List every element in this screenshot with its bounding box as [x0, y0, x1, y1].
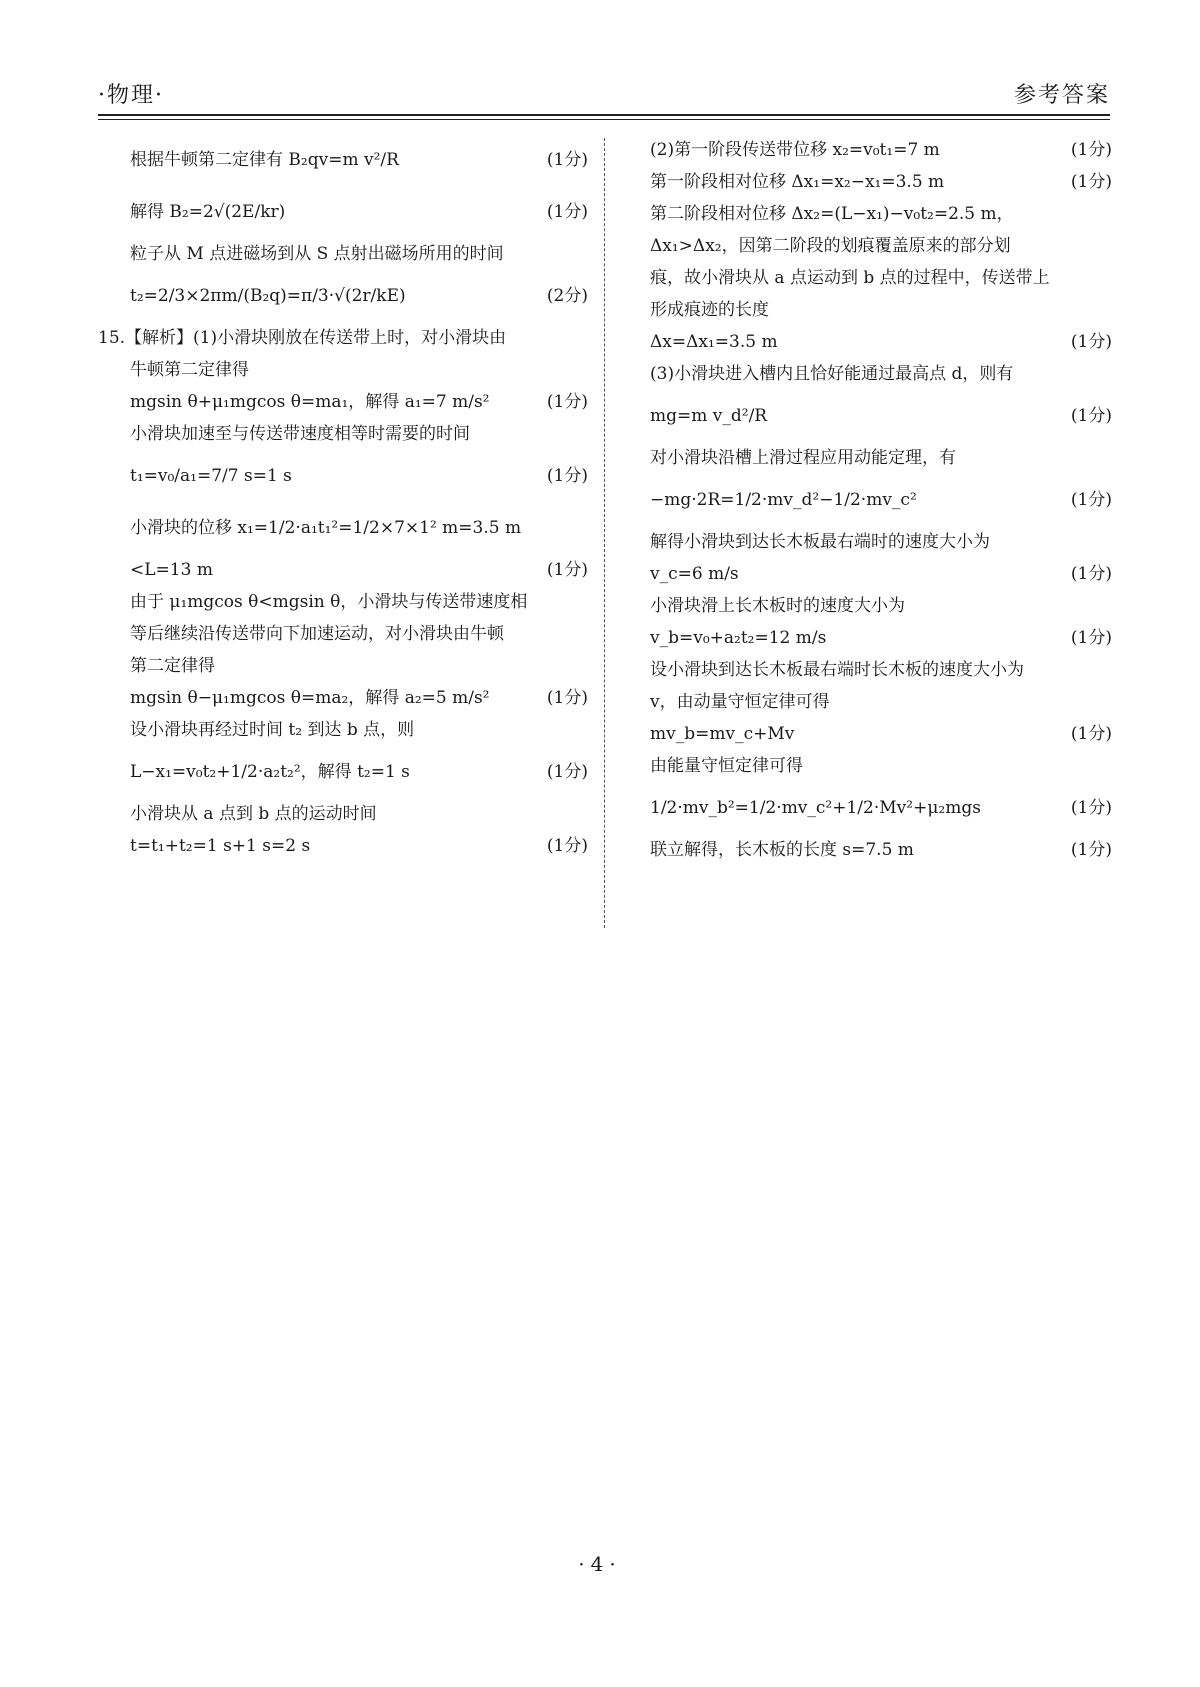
text-line: [650, 442, 1112, 474]
line-text: t=t₁+t₂=1 s+1 s=2 s: [130, 836, 311, 856]
line-text: 第二定律得: [130, 656, 215, 676]
line-text: t₂=2/3×2πm/(B₂q)=π/3·√(2r/kE): [130, 286, 406, 306]
text-line: [98, 650, 588, 682]
score-mark: (1分): [1070, 490, 1112, 510]
text-line: [650, 390, 1112, 442]
text-line: [650, 230, 1112, 262]
line-text: Δx=Δx₁=3.5 m: [650, 332, 778, 352]
text-line: [98, 682, 588, 714]
text-line: [650, 686, 1112, 718]
line-text: t₁=v₀/a₁=7/7 s=1 s: [130, 466, 292, 486]
text-line: [98, 798, 588, 830]
line-text: −mg·2R=1/2·mv_d²−1/2·mv_c²: [650, 490, 917, 510]
line-text: 粒子从 M 点进磁场到从 S 点射出磁场所用的时间: [130, 244, 504, 264]
text-line: [650, 294, 1112, 326]
text-line: [98, 134, 588, 186]
score-mark: (1分): [1070, 172, 1112, 192]
header-rule-thin: [98, 119, 1110, 120]
line-text: (3)小滑块进入槽内且恰好能通过最高点 d，则有: [650, 364, 1014, 384]
line-text: 15.【解析】(1)小滑块刚放在传送带上时，对小滑块由: [98, 328, 507, 348]
line-text: Δx₁>Δx₂，因第二阶段的划痕覆盖原来的部分划: [650, 236, 1011, 256]
line-text: v，由动量守恒定律可得: [650, 692, 830, 712]
text-line: [98, 554, 588, 586]
line-text: 由于 μ₁mgcos θ<mgsin θ，小滑块与传送带速度相: [130, 592, 528, 612]
text-line: [98, 830, 588, 862]
line-text: mgsin θ−μ₁mgcos θ=ma₂，解得 a₂=5 m/s²: [130, 688, 490, 708]
document-title: 参考答案: [1013, 83, 1110, 108]
text-line: [98, 186, 588, 238]
text-line: [98, 714, 588, 746]
line-text: 根据牛顿第二定律有 B₂qv=m v²/R: [130, 150, 399, 170]
score-mark: (1分): [1070, 564, 1112, 584]
text-line: [650, 622, 1112, 654]
text-line: [98, 418, 588, 450]
text-line: [650, 474, 1112, 526]
line-text: 第二阶段相对位移 Δx₂=(L−x₁)−v₀t₂=2.5 m，: [650, 204, 1014, 224]
score-mark: (1分): [1070, 406, 1112, 426]
text-line: [650, 590, 1112, 622]
subject-label: ·物理·: [98, 83, 164, 108]
column-divider: [604, 138, 605, 928]
text-line: [650, 326, 1112, 358]
line-text: mgsin θ+μ₁mgcos θ=ma₁，解得 a₁=7 m/s²: [130, 392, 490, 412]
line-text: 形成痕迹的长度: [650, 300, 769, 320]
text-line: [650, 134, 1112, 166]
text-line: [650, 750, 1112, 782]
text-line: [650, 834, 1112, 866]
text-line: [650, 198, 1112, 230]
line-text: 解得小滑块到达长木板最右端时的速度大小为: [650, 532, 990, 552]
right-column: [650, 134, 1112, 866]
score-mark: (1分): [546, 150, 588, 170]
text-line: [650, 654, 1112, 686]
score-mark: (1分): [546, 466, 588, 486]
header-rule-thick: [98, 114, 1110, 116]
line-text: 第一阶段相对位移 Δx₁=x₂−x₁=3.5 m: [650, 172, 945, 192]
score-mark: (1分): [1070, 724, 1112, 744]
line-text: L−x₁=v₀t₂+1/2·a₂t₂²，解得 t₂=1 s: [130, 762, 410, 782]
score-mark: (1分): [1070, 140, 1112, 160]
text-line: [650, 166, 1112, 198]
text-line: [98, 322, 588, 354]
score-mark: (1分): [546, 202, 588, 222]
text-line: [650, 558, 1112, 590]
line-text: 小滑块滑上长木板时的速度大小为: [650, 596, 905, 616]
line-text: 小滑块的位移 x₁=1/2·a₁t₁²=1/2×7×1² m=3.5 m: [130, 518, 522, 538]
line-text: 牛顿第二定律得: [130, 360, 249, 380]
text-line: [98, 238, 588, 270]
text-line: [98, 746, 588, 798]
score-mark: (1分): [546, 560, 588, 580]
score-mark: (1分): [1070, 840, 1112, 860]
line-text: mg=m v_d²/R: [650, 406, 768, 426]
score-mark: (1分): [546, 688, 588, 708]
line-text: 解得 B₂=2√(2E/kr): [130, 202, 286, 222]
line-text: v_c=6 m/s: [650, 564, 739, 584]
text-line: [650, 262, 1112, 294]
text-line: [98, 586, 588, 618]
score-mark: (1分): [1070, 332, 1112, 352]
text-line: [98, 354, 588, 386]
line-text: 对小滑块沿槽上滑过程应用动能定理，有: [650, 448, 956, 468]
score-mark: (1分): [546, 836, 588, 856]
text-line: [650, 718, 1112, 750]
text-line: [98, 618, 588, 650]
text-line: [650, 782, 1112, 834]
text-line: [650, 526, 1112, 558]
line-text: 痕，故小滑块从 a 点运动到 b 点的过程中，传送带上: [650, 268, 1050, 288]
page-number: ·4·: [578, 1552, 622, 1576]
score-mark: (1分): [1070, 628, 1112, 648]
line-text: 设小滑块到达长木板最右端时长木板的速度大小为: [650, 660, 1024, 680]
line-text: 小滑块加速至与传送带速度相等时需要的时间: [130, 424, 470, 444]
text-line: [650, 358, 1112, 390]
page-header: [98, 74, 1110, 112]
line-text: v_b=v₀+a₂t₂=12 m/s: [650, 628, 827, 648]
score-mark: (1分): [546, 392, 588, 412]
left-column: [98, 134, 588, 862]
line-text: (2)第一阶段传送带位移 x₂=v₀t₁=7 m: [650, 140, 940, 160]
line-text: 小滑块从 a 点到 b 点的运动时间: [130, 804, 377, 824]
line-text: 1/2·mv_b²=1/2·mv_c²+1/2·Mv²+μ₂mgs: [650, 798, 981, 818]
score-mark: (1分): [546, 762, 588, 782]
score-mark: (1分): [1070, 798, 1112, 818]
line-text: mv_b=mv_c+Mv: [650, 724, 795, 744]
text-line: [98, 450, 588, 502]
line-text: 由能量守恒定律可得: [650, 756, 803, 776]
text-line: [98, 502, 588, 554]
score-mark: (2分): [546, 286, 588, 306]
text-line: [98, 270, 588, 322]
line-text: <L=13 m: [130, 560, 213, 580]
text-line: [98, 386, 588, 418]
line-text: 等后继续沿传送带向下加速运动，对小滑块由牛顿: [130, 624, 504, 644]
line-text: 联立解得，长木板的长度 s=7.5 m: [650, 840, 914, 860]
line-text: 设小滑块再经过时间 t₂ 到达 b 点，则: [130, 720, 415, 740]
